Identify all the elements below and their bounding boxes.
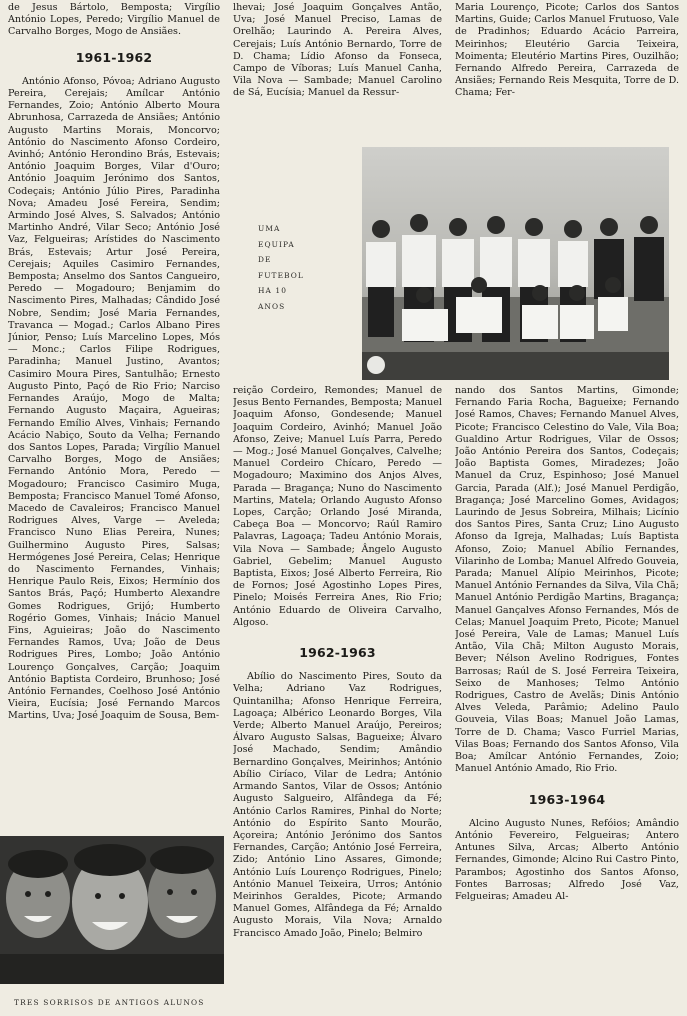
- caption-line: EQUIPA: [258, 239, 295, 249]
- middle-top-paragraph: lhevai; José Joaquim Gonçalves Antão, Uva; José Manuel Preciso, Lamas de Orelhão; Laurindo A. Pereira Alves, Cerejais; Luís António Bernardo, Torre de D. Chama; Lídio Afonso da Fonseca, Campo de Víboras; Luís Manuel Canha, Vila Nova — Sambade; Manuel Carolino de Sá, Eucísia; Manuel da Ressur-: [233, 2, 442, 99]
- three-smiles-caption: TRES SORRISOS DE ANTIGOS ALUNOS: [14, 998, 205, 1007]
- caption-line: FUTEBOL: [258, 270, 304, 280]
- middle-top-text: [233, 2, 442, 136]
- middle-name-list-1962: Abílio do Nascimento Pires, Souto da Velha; Adriano Vaz Rodrigues, Quintanilha; Afonso Henrique Ferreira, Lagoaça; Albérico Leonardo Borges, Vila Verde; Alberto Manuel Araújo, Pereiros; Álvaro Augusto Salsas, Bagueixe; Álvaro José Machado, Sendim; Amândio Bernardino Gonçalves, Meirinhos; António Abílio Ciríaco, Vilar de Ledra; António Armando Santos, Vilar de Ossos; António Augusto Salgueiro, Alfândega da Fé; António Carlos Ramires, Pinhal do Norte; António do Espírito Santo Mourão, Açoreira; António Jerónimo dos Santos Fernandes, Carção; António José Ferreira, Zido; António Lino Assares, Gimonde; António Luís Lourenço Rodrigues, Pinelo; António Manuel Teixeira, Urros; António Meirinhos Geraldes, Picote; Armando Manuel Gomes, Alfândega da Fé; Arnaldo Augusto Morais, Vila Nova; Arnaldo Francisco Amado João, Pinelo; Belmiro: [233, 671, 442, 939]
- football-team-photo: [362, 147, 669, 380]
- caption-line: HA 10: [258, 286, 288, 295]
- right-name-list-1963: Alcino Augusto Nunes, Refóios; Amândio António Fevereiro, Felgueiras; Antero Antunes Silva, Arcas; Alberto António Fernandes, Gimonde; Alcino Rui Castro Pinto, Parambos; Agostinho dos Santos Afonso, Fontes Barrosas; Alfredo José Vaz, Felgueiras; Amadeu Al-: [455, 817, 679, 902]
- team-photo-caption: [258, 221, 348, 314]
- left-column: [8, 2, 220, 814]
- caption-line: UMA: [258, 224, 281, 233]
- middle-bottom-column: [233, 385, 442, 1010]
- right-top-text: [455, 2, 679, 136]
- caption-line: DE: [258, 255, 272, 264]
- middle-bottom-paragraph: reição Cordeiro, Remondes; Manuel de Jesus Bento Fernandes, Bemposta; Manuel Joaquim Afonso, Gondesende; Manuel Joaquim Cordeiro, Avinhó; Manuel João Afonso, Zeive; Manuel Luís Parra, Peredo — Mog.; José Manuel Gonçalves, Calvelhe; Manuel Cordeiro Chícaro, Peredo — Mogadouro; Maximino dos Anjos Alves, Parada — Bragança; Nuno do Nascimento Martins, Matela; Orlando Augusto Afonso Lopes, Carção; Orlando José Miranda, Cabeça Boa — Moncorvo; Raúl Ramiro Palavras, Lagoaça; Tadeu António Morais, Vila Nova — Sambade; Ângelo Augusto Gabriel, Gebelim; Manuel Augusto Baptista, Eixos; José Alberto Ferreira, Rio de Fornos; José Agostinho Lopes Pires, Pinelo; Moisés Ferreira Anes, Rio Frio; António Eduardo de Oliveira Carvalho, Algoso.: [233, 385, 442, 628]
- right-bottom-column: [455, 385, 679, 1010]
- three-smiles-photo: [0, 836, 224, 984]
- football-team-image: [362, 147, 669, 380]
- right-bottom-paragraph: nando dos Santos Martins, Gimonde; Fernando Faria Rocha, Bagueixe; Fernando José Ramos, Chaves; Fernando Manuel Alves, Picote; Francisco Celestino do Vale, Vila Boa; Gualdino Artur Rodrigues, Vilar de Ossos; João António Pereira dos Santos, Codeçais; João Baptista Gomes, Miradezes; João Manuel da Cruz, Espinhoso; José Manuel Garcia, Parada (Alf.); José Manuel Perdigão, Bragança; José Marcelino Gomes, Avidagos; Laurindo de Jesus Sobreira, Milhais; Licínio dos Santos Pires, Santa Cruz; Lino Augusto Afonso da Igreja, Malhadas; Luís Baptista Afonso, Zoio; Manuel Abílio Fernandes, Vilarinho de Lomba; Manuel Alfredo Gouveia, Parada; Manuel Alípio Meirinhos, Picote; Manuel António Fernandes da Silva, Vila Chã; Manuel António Perdigão Martins, Bragança; Manuel Gançalves Afonso Fernandes, Mós de Celas; Manuel Joaquim Preto, Picote; Manuel José Pereira, Vale de Lamas; Manuel Luís Antão, Vila Chã; Milton Augusto Morais, Bever; Nélson Avelino Rodrigues, Fontes Barrosas; Raúl de S. José Ferreira Teixeira, Seixo de Manhoses; Telmo António Rodrigues, Castro de Avelãs; Dinis António Alves Veleda, Parâmio; Adelino Paulo Gouveia, Vilas Boas; Manuel João Lamas, Torre de D. Chama; Vasco Furriel Marias, Vilas Boas; Fernando dos Santos Afonso, Vila Boa; Amílcar António Fernandes, Zoio; Manuel António Amado, Rio Frio.: [455, 385, 679, 775]
- year-heading-1962-1963: 1962-1963: [299, 645, 376, 661]
- caption-line: ANOS: [258, 301, 286, 311]
- right-top-paragraph: Maria Lourenço, Picote; Carlos dos Santos Martins, Guide; Carlos Manuel Frutuoso, Vale de Pradinhos; Eduardo Acácio Parreira, Meirinhos; Eleutério Garcia Teixeira, Moimenta; Eleutério Martins Pires, Ouzilhão; Fernando Alfredo Pereira, Carrazeda de Ansiães; Fernando Reis Mesquita, Torre de D. Chama; Fer-: [455, 2, 679, 99]
- year-heading-1963-1964: 1963-1964: [528, 791, 606, 807]
- left-intro-text: de Jesus Bártolo, Bemposta; Virgílio António Lopes, Peredo; Virgílio Manuel de Carvalho Borges, Mogo de Ansiães.: [8, 2, 220, 38]
- left-name-list: António Afonso, Póvoa; Adriano Augusto Pereira, Cerejais; Amílcar António Fernandes, Zoio; António Alberto Moura Abrunhosa, Carrazeda de Ansiães; António Augusto Martins Morais, Moncorvo; António do Nascimento Afonso Cordeiro, Avinhó; António Herondino Brás, Estevais; António Joaquim Borges, Vilar d'Ouro; António Joaquim Jerónimo dos Santos, Codeçais; António Júlio Pires, Paradinha Nova; Amadeu José Fereira, Sendim; Armindo José Alves, S. Salvados; António Martinho André, Vilar Seco; António José Vaz, Felgueiras; Arístides do Nascimento Brás, Estevais; Artur José Pereira, Cerejais; Aquiles Casimiro Fernandes, Bemposta; Anselmo dos Santos Cangueiro, Peredo — Mogadouro; Benjamim do Nascimento Pires, Malhadas; Cândido José Nobre, Sendim; José Maria Fernandes, Travanca — Mogad.; Carlos Albano Pires Júnior, Penso; Luís Marcelino Lopes, Mós — Monc.; Carlos Filipe Rodrigues, Paradinha; Manuel Justino, Avantos; Casimiro Moura Pires, Santulhão; Ernesto Augusto Pinto, Paçó de Rio Frio; Narciso Fernandes Araújo, Mogo de Malta; Fernando Augusto Maçaira, Agueiras; Fernando Emílio Alves, Vinhais; Fernando Acácio Nabiço, Souto da Velha; Fernando dos Santos Lopes, Parada; Virgílio Manuel Carvalho Borges, Mogo de Ansiães; Fernando António Mora, Peredo — Mogadouro; Francisco Casimiro Muga, Bemposta; Francisco Manuel Tomé Afonso, Macedo de Cavaleiros; Francisco Manuel Rodrigues Alves, Varge — Aveleda; Francisco Nuno Elias Pereira, Nunes; Guilhermino Augusto Pires, Salsas; Hermógenes José Pereira, Celas; Henrique do Nascimento Fernandes, Vinhais; Henrique Paulo Reis, Eixos; Hermínio dos Santos Brás, Paçó; Humberto Alexandre Gomes Rodrigues, Grijó; Humberto Rogério Gomes, Vinhais; Inácio Manuel Fins, Aguieiras; João do Nascimento Fernandes Ramos, Uva; João de Deus Rodrigues Pires, Lombo; João António Lourenço Gonçalves, Carção; Joaquim António Baptista Cordeiro, Brunhoso; José António Fernandes, Coelhoso José António Vieira, Eucísia; José Fernando Marcos Martins, Uva; José Joaquim de Sousa, Bem-: [8, 75, 220, 722]
- three-boys-image: [0, 836, 224, 984]
- year-heading-1961-1962: 1961-1962: [75, 49, 153, 65]
